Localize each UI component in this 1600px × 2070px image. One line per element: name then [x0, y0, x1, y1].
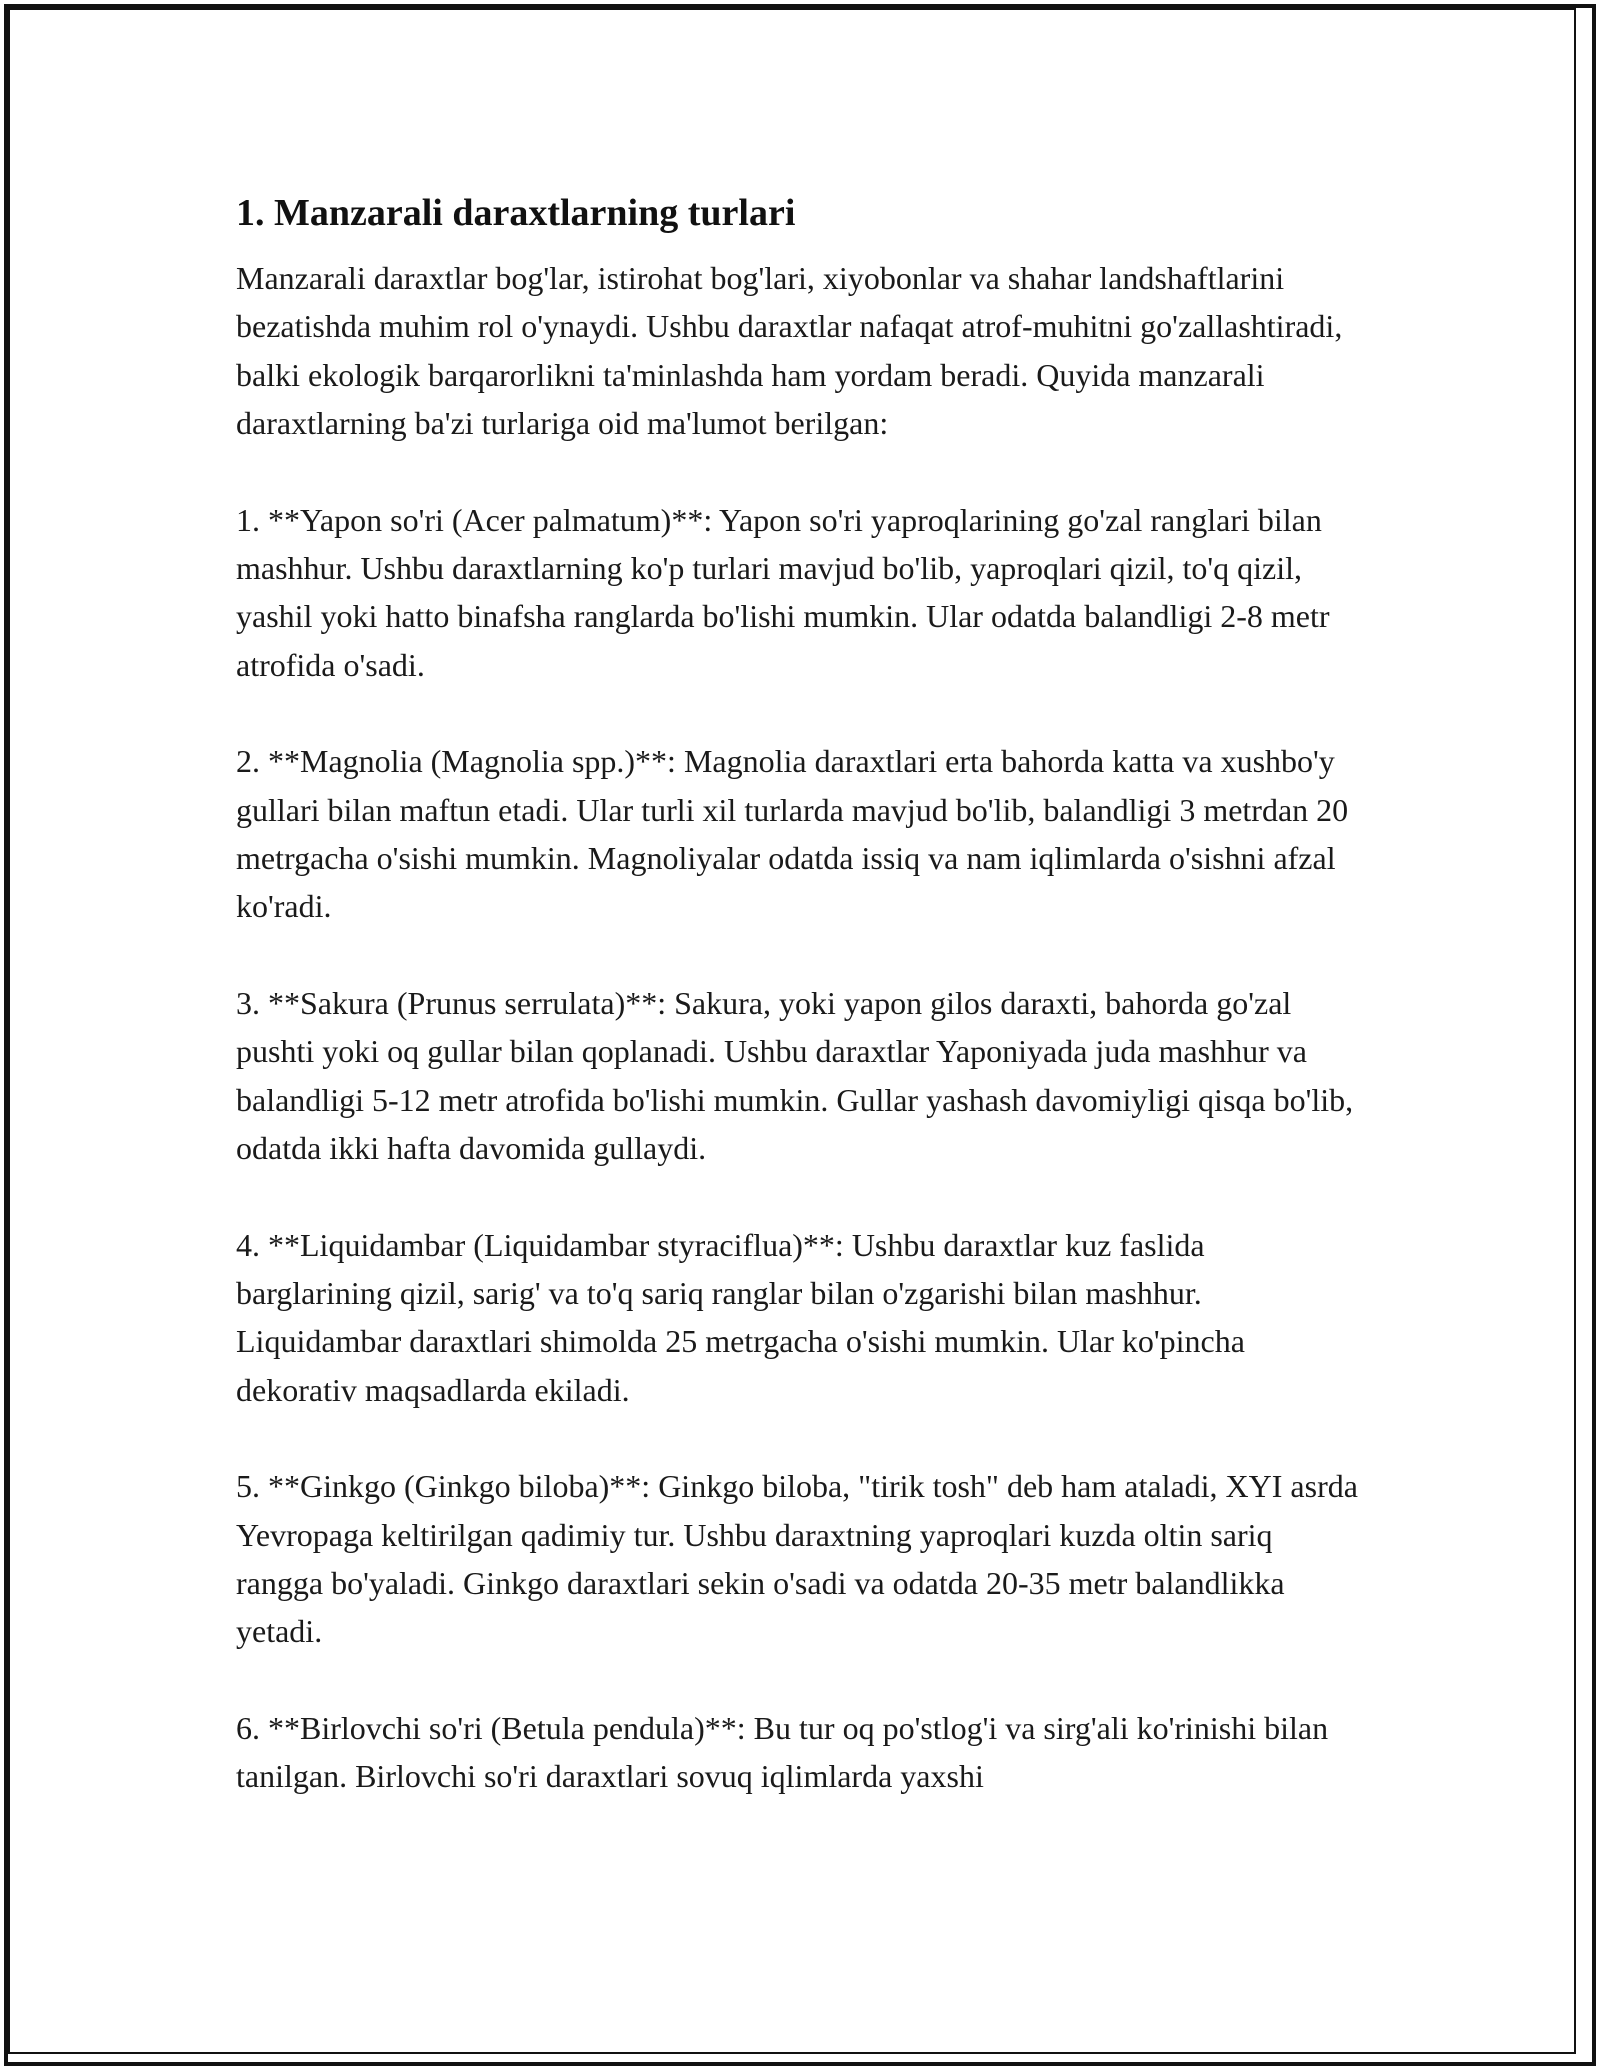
- document-body: [236, 186, 1366, 1801]
- intro-paragraph: Manzarali daraxtlar bog'lar, istirohat bog'lari, xiyobonlar va shahar landshaftlarini bezatishda muhim rol o'ynaydi. Ushbu daraxtlar nafaqat atrof-muhitni go'zallashtiradi, balki ekologik barqarorlikni ta'minlashda ham yordam beradi. Quyida manzarali daraxtlarning ba'zi turlariga oid ma'lumot berilgan:: [236, 260, 1343, 442]
- list-item: 4. **Liquidambar (Liquidambar styraciflua)**: Ushbu daraxtlar kuz faslida barglarining qizil, sarig' va to'q sariq ranglar bilan o'zgarishi bilan mashhur. Liquidambar daraxtlari shimolda 25 metrgacha o'sishi mumkin. Ular ko'pincha dekorativ maqsadlarda ekiladi.: [236, 1226, 1245, 1408]
- list-item: 1. **Yapon so'ri (Acer palmatum)**: Yapon so'ri yaproqlarining go'zal ranglari bilan mashhur. Ushbu daraxtlarning ko'p turlari mavjud bo'lib, yaproqlari qizil, to'q qizil, yashil yoki hatto binafsha ranglarda bo'lishi mumkin. Ular odatda balandligi 2-8 metr atrofida o'sadi.: [236, 501, 1330, 683]
- list-item: 5. **Ginkgo (Ginkgo biloba)**: Ginkgo biloba, "tirik tosh" deb ham ataladi, XYI asrda Yevropaga keltirilgan qadimiy tur. Ushbu daraxtning yaproqlari kuzda oltin sariq rangga bo'yaladi. Ginkgo daraxtlari sekin o'sadi va odatda 20-35 metr balandlikka yetadi.: [236, 1468, 1358, 1650]
- section-heading: 1. Manzarali daraxtlarning turlari: [236, 192, 796, 234]
- list-item: 2. **Magnolia (Magnolia spp.)**: Magnolia daraxtlari erta bahorda katta va xushbo'y gullari bilan maftun etadi. Ular turli xil turlarda mavjud bo'lib, balandligi 3 metrdan 20 metrgacha o'sishi mumkin. Magnoliyalar odatda issiq va nam iqlimlarda o'sishni afzal ko'radi.: [236, 743, 1349, 925]
- list-item: 6. **Birlovchi so'ri (Betula pendula)**: Bu tur oq po'stlog'i va sirg'ali ko'rinishi bilan tanilgan. Birlovchi so'ri daraxtlari sovuq iqlimlarda yaxshi: [236, 1709, 1329, 1795]
- list-item: 3. **Sakura (Prunus serrulata)**: Sakura, yoki yapon gilos daraxti, bahorda go'zal pushti yoki oq gullar bilan qoplanadi. Ushbu daraxtlar Yaponiyada juda mashhur va balandligi 5-12 metr atrofida bo'lishi mumkin. Gullar yashash davomiyligi qisqa bo'lib, odatda ikki hafta davomida gullaydi.: [236, 984, 1354, 1167]
